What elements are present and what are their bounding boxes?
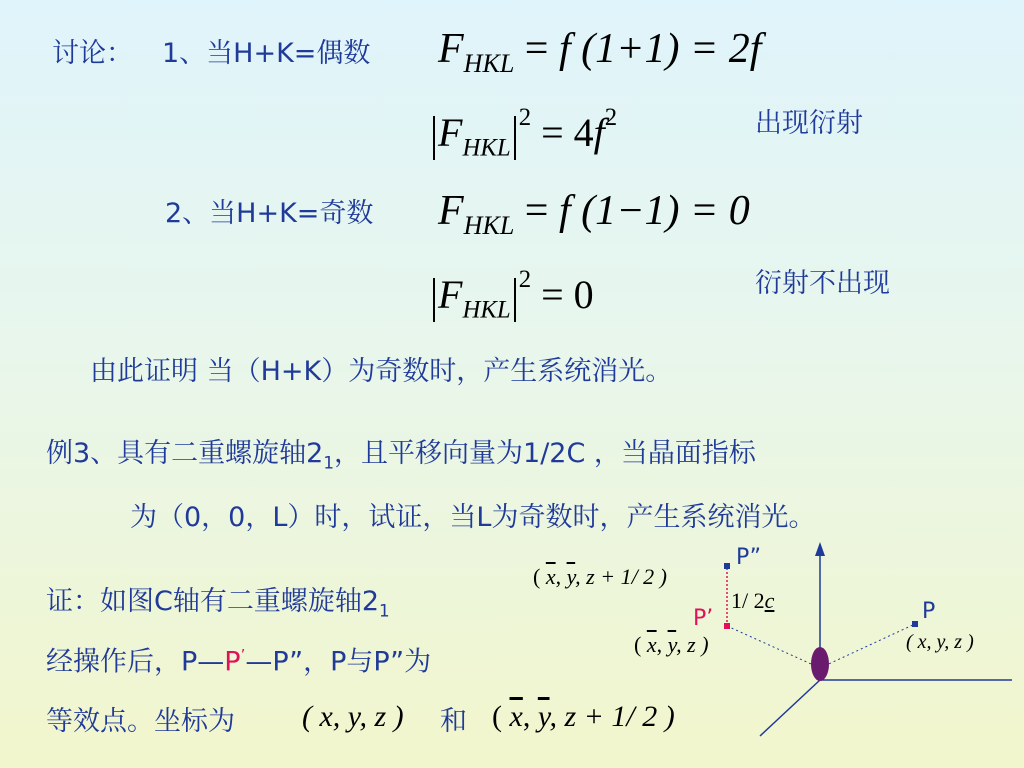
- proof-line1: 证：如图C轴有二重螺旋轴$2_1$: [46, 586, 390, 621]
- coord-p: ( x, y, z ): [906, 631, 974, 653]
- proof-line3: 等效点。坐标为: [46, 706, 235, 737]
- point-p-double-marker: [724, 563, 730, 569]
- case2-note: 衍射不出现: [755, 268, 890, 299]
- case2-condition: 2、当H+K=奇数: [165, 198, 374, 229]
- label-p-prime: P’: [693, 606, 714, 631]
- case1-equation-amplitude: $F_{HKL} = f$ (1+1) = 2f: [438, 26, 762, 78]
- screw-axis-symbol: [811, 647, 829, 681]
- proof-and: 和: [440, 706, 467, 737]
- example-line1: 例3、具有二重螺旋轴$2_1$，且平移向量为1/2C ，当晶面指标: [46, 438, 756, 473]
- discussion-label: 讨论：: [52, 38, 133, 69]
- case1-equation-intensity: $F_{HKL}^2 = 4f^2$: [430, 106, 617, 161]
- x-axis: [760, 680, 820, 736]
- label-p-double: P”: [736, 545, 762, 570]
- line-axis-to-p: [820, 624, 915, 668]
- case1-condition: 1、当H+K=偶数: [162, 38, 371, 69]
- line-axis-to-p-prime: [727, 626, 820, 668]
- c-axis-arrowhead: [815, 542, 825, 556]
- case2-equation-intensity: $F_{HKL}^2 = 0$: [430, 268, 594, 323]
- case2-equation-amplitude: $F_{HKL} = f$ (1−1) = 0: [438, 188, 750, 240]
- coord-p-prime: ( $\overline{x}$, $\overline{y}$, z ): [634, 632, 709, 657]
- point-p-prime-marker: [724, 623, 730, 629]
- case1-note: 出现衍射: [755, 108, 863, 139]
- proof-coord-p: ( x, y, z ): [302, 700, 404, 733]
- label-p: P: [922, 599, 936, 624]
- conclusion: 由此证明 当（H+K）为奇数时，产生系统消光。: [90, 356, 673, 387]
- proof-coord-pdouble: ( $\overline{x}$, $\overline{y}$, z + 1/ 2 ): [492, 700, 675, 733]
- proof-line2: 经操作后，P—P’—P”，P与P”为: [46, 646, 432, 678]
- example-line2: 为（0，0，L）时，试证，当L为奇数时，产生系统消光。: [130, 502, 816, 533]
- coord-p-double: ( $\overline{x}$, $\overline{y}$, z + 1/ 2 ): [533, 564, 668, 589]
- half-c-label: 1/ 2c: [731, 588, 775, 613]
- point-p-marker: [912, 621, 918, 627]
